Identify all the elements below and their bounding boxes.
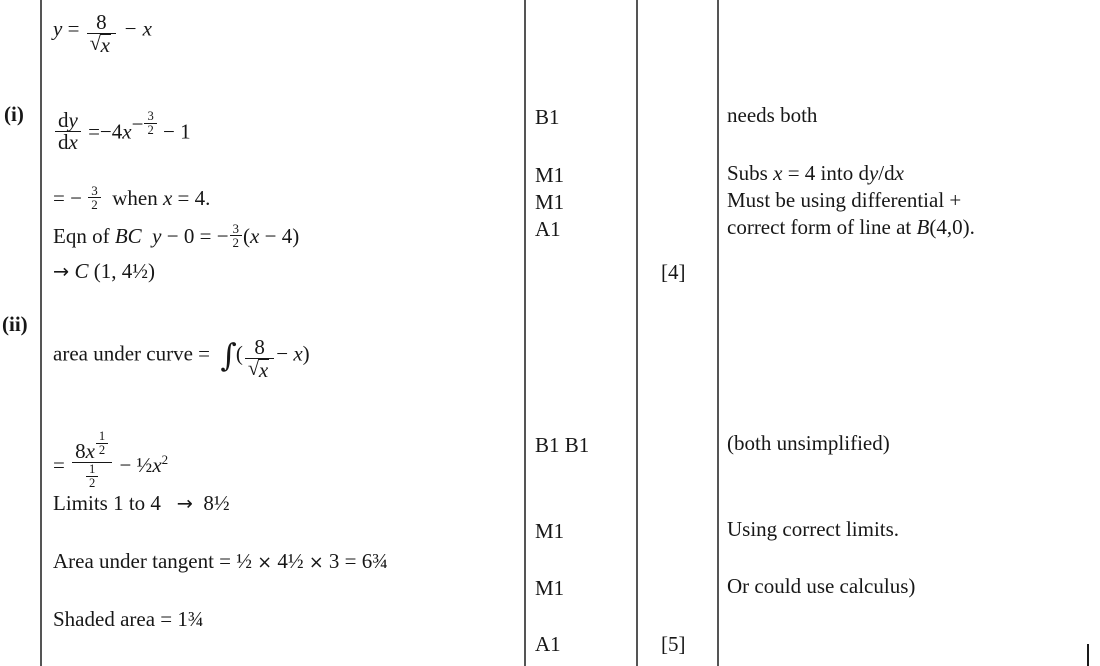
comment-using-correct-limits: Using correct limits. bbox=[727, 517, 900, 541]
open-paren: ( bbox=[235, 341, 243, 366]
variable-y: y bbox=[53, 16, 63, 41]
label-limits: Limits 1 to 4 bbox=[53, 491, 161, 515]
working-line-integrated: = 8x $^{\frac{1}{2}}$ $\frac{1}{2}$ − $\frac{1}{2}x^2$ bbox=[53, 429, 169, 491]
fraction-dy-over-dx bbox=[55, 110, 81, 154]
part-label-ii: (ii) bbox=[2, 312, 28, 336]
label-area-under-curve: area under curve = bbox=[53, 341, 210, 366]
working-line-equation-bc bbox=[53, 222, 299, 250]
value-three-equals: 3 = bbox=[328, 549, 357, 573]
right-arrow-icon: → bbox=[176, 492, 193, 515]
label-eqn-of: Eqn of bbox=[53, 223, 110, 248]
multiply-icon: × bbox=[308, 553, 324, 573]
page-edge-tick bbox=[1087, 644, 1089, 666]
value-four-and-half: 4½ bbox=[277, 549, 304, 573]
working-line-gradient-value bbox=[53, 184, 210, 212]
minus-zero-equals: − 0 = bbox=[166, 223, 212, 248]
sqrt-icon: √ x bbox=[90, 34, 113, 56]
coordinates-c: (1, 4½) bbox=[93, 259, 155, 283]
column-rule-total bbox=[717, 0, 719, 666]
minus-sign: − bbox=[216, 223, 229, 248]
working-line-function bbox=[53, 12, 152, 57]
working-line-derivative bbox=[53, 110, 191, 154]
fraction-numerator: dy bbox=[58, 108, 78, 132]
fraction-three-halves: $\frac{3}{2}$ bbox=[88, 184, 101, 212]
fraction-denominator bbox=[72, 462, 112, 490]
variable-x: x bbox=[122, 119, 132, 144]
fraction-one-half: $\frac{1}{2}$ bbox=[86, 463, 98, 490]
comment-or-could-use-calculus: Or could use calculus) bbox=[727, 574, 916, 598]
column-rule-part-label bbox=[40, 0, 42, 666]
open-paren: ( bbox=[243, 223, 251, 248]
comment-must-be-using-differential: Must be using differential + bbox=[727, 188, 962, 212]
limits-result-value: 8½ bbox=[203, 491, 230, 515]
line-name-bc: BC bbox=[114, 223, 142, 248]
sqrt-icon: √ x bbox=[248, 359, 271, 381]
variable-x: x bbox=[250, 223, 260, 248]
point-name-c: C bbox=[74, 259, 89, 283]
tangent-area-result: 6¾ bbox=[361, 549, 388, 573]
variable-x: x bbox=[293, 341, 303, 366]
total-marks-part-i: [4] bbox=[661, 260, 686, 284]
mark-a1-part-ii: A1 bbox=[535, 632, 561, 656]
comment-needs-both: needs both bbox=[727, 103, 818, 127]
comment-both-unsimplified: (both unsimplified) bbox=[727, 431, 890, 455]
coefficient-neg4: −4 bbox=[99, 119, 123, 144]
minus-half-x-squared: − ½ bbox=[119, 453, 153, 478]
fraction-denominator bbox=[87, 33, 116, 56]
mark-m1-a-part-ii: M1 bbox=[535, 519, 565, 543]
multiply-icon: × bbox=[257, 553, 273, 573]
variable-y: y bbox=[152, 223, 162, 248]
fraction-denominator: dx bbox=[55, 131, 81, 153]
equals-sign: = bbox=[53, 453, 65, 478]
comment-subs-x-into-dydx: Subs x = 4 into dy/dx bbox=[727, 161, 904, 185]
exponent-neg-three-halves: − 3 2 bbox=[132, 112, 158, 136]
working-line-area-under-tangent bbox=[53, 551, 388, 573]
integral-icon: ∫ bbox=[220, 338, 237, 375]
exponent-one-half: 1 2 bbox=[95, 431, 109, 455]
mark-a1-part-i: A1 bbox=[535, 217, 561, 241]
fraction-numerator: 8 bbox=[96, 10, 107, 34]
mark-m1-b-part-i: M1 bbox=[535, 190, 565, 214]
fraction-numerator: 8 bbox=[254, 335, 265, 359]
equals-minus: = − bbox=[53, 185, 82, 210]
working-line-shaded-area: Shaded area = 1¾ bbox=[53, 607, 204, 631]
mark-m1-b-part-ii: M1 bbox=[535, 576, 565, 600]
working-line-point-c bbox=[53, 261, 155, 282]
working-line-area-under-curve bbox=[53, 337, 310, 382]
equals-four: = 4. bbox=[177, 185, 211, 210]
minus-one-term: − 1 bbox=[162, 119, 191, 144]
variable-x: x bbox=[162, 185, 173, 210]
label-area-under-tangent: Area under tangent = ½ bbox=[53, 549, 253, 573]
fraction-8-over-sqrt-x bbox=[245, 337, 274, 382]
comment-correct-form-of-line: correct form of line at B(4,0). bbox=[727, 215, 975, 239]
column-rule-marks bbox=[636, 0, 638, 666]
minus-sign: − bbox=[276, 341, 289, 366]
minus-four-close: − 4) bbox=[264, 223, 300, 248]
equals-sign: = bbox=[88, 119, 100, 144]
mark-m1-a-part-i: M1 bbox=[535, 163, 565, 187]
working-line-limits bbox=[53, 493, 230, 514]
minus-x-term: − x bbox=[123, 16, 152, 41]
fraction-numerator: 8x $^{\frac{1}{2}}$ bbox=[72, 430, 112, 462]
fraction-denominator bbox=[245, 358, 274, 381]
fraction-8x-half-over-half bbox=[72, 430, 112, 490]
mark-b1-part-i: B1 bbox=[535, 105, 560, 129]
fraction-8-over-sqrt-x bbox=[87, 12, 116, 57]
word-when: when bbox=[112, 185, 158, 210]
equals-sign: = bbox=[67, 16, 80, 41]
total-marks-part-ii: [5] bbox=[661, 632, 686, 656]
right-arrow-icon: → bbox=[53, 260, 70, 283]
mark-b1-b1-part-ii: B1 B1 bbox=[535, 433, 590, 457]
close-paren: ) bbox=[302, 341, 310, 366]
exponent-2: 2 bbox=[161, 452, 169, 468]
column-rule-working bbox=[524, 0, 526, 666]
part-label-i: (i) bbox=[4, 102, 24, 126]
fraction-three-halves: $\frac{3}{2}$ bbox=[230, 222, 243, 250]
